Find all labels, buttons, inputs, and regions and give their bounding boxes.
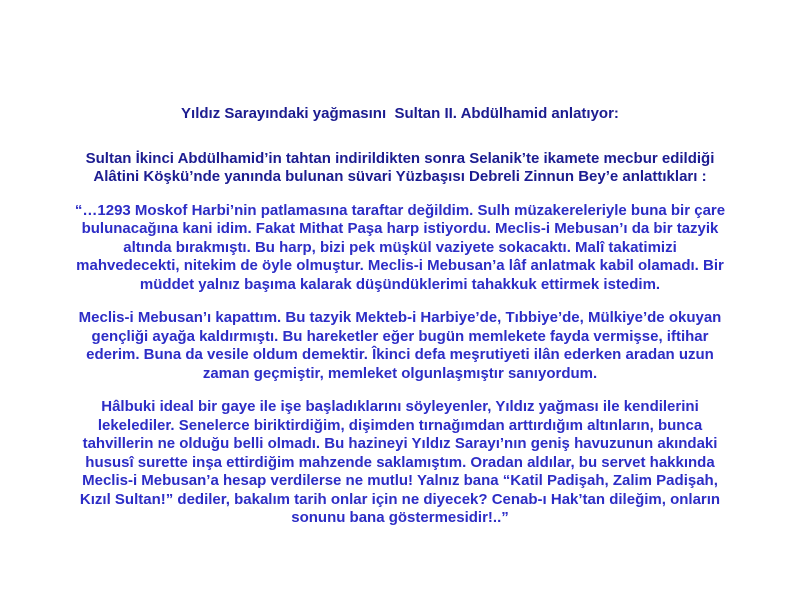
text-line: “…1293 Moskof Harbi’nin patlamasına taraftar değildim. Sulh müzakereleriyle buna bir çare (74, 201, 726, 219)
text-line: lekelediler. Senelerce biriktirdiğim, dişimden tırnağımdan arttırdığım altınların, bunca (97, 416, 703, 434)
quote-paragraph (0, 309, 800, 383)
text-line: Kızıl Sultan!” dediler, bakalım tarih onlar için ne diyecek? Cenab-ı Hak’tan dileğim, onların (79, 490, 721, 508)
text-line: Hâlbuki ideal bir gaye ile işe başladıklarını söyleyenler, Yıldız yağması ile kendilerini (101, 398, 699, 415)
text-line: gençliği ayağa kaldırmıştı. Bu hareketler eğer bugün memlekete fayda vermişse, iftihar (91, 327, 709, 345)
text-line: Meclis-i Mebusan’ı kapattım. Bu tazyik Mekteb-i Harbiye’de, Tıbbiye’de, Mülkiye’de okuyan (78, 309, 722, 326)
text-line: altında bırakmıştı. Bu harp, bizi pek müşkül vaziyete sokacaktı. Malî takatimizi (123, 238, 677, 256)
text-line: tahvillerin ne olduğu belli olmadı. Bu hazineyi Yıldız Sarayı’nın geniş havuzunun akındaki (82, 435, 718, 452)
quote-paragraph (0, 202, 800, 295)
text-line: zaman geçmiştir, memleket olgunlaşmıştır sanıyordum. (202, 364, 598, 382)
text-line: sonunu bana göstermesidir!..” (291, 509, 509, 526)
text-line: Alâtini Köşkü’nde yanında bulunan süvari Yüzbaşısı Debreli Zinnun Bey’e anlattıkları : (93, 168, 707, 185)
text-line: mahvedecekti, nitekim de öyle olmuştur. Meclis-i Mebusan’a lâf anlatmak kabil olamadı. Bir (76, 257, 724, 274)
text-line: Sultan İkinci Abdülhamid’in tahtan indirildikten sonra Selanik’te ikamete mecbur edildiği (85, 149, 715, 167)
text-line: ederim. Buna da vesile oldum demektir. Îkinci defa meşrutiyeti ilân ederken aradan uzun (86, 346, 714, 363)
intro-paragraph (0, 150, 800, 187)
text-line: bulunacağına kani idim. Fakat Mithat Paşa harp istiyordu. Meclis-i Mebusan’ı da bir tazyik (81, 220, 719, 237)
text-line: Meclis-i Mebusan’a hesap verdilerse ne mutlu! Yalnız bana “Katil Padişah, Zalim Padişah, (82, 472, 718, 489)
quote-paragraph (0, 398, 800, 528)
page-title: Yıldız Sarayındaki yağmasını Sultan II. Abdülhamid anlatıyor: (181, 105, 619, 122)
text-line: müddet yalnız başıma kalarak düşündüklerimi tahakkuk ettirmek istedim. (139, 275, 661, 293)
quote-paragraphs (0, 202, 800, 528)
text-line: hususî surette inşa ettirdiğim mahzende saklamıştım. Oradan aldılar, bu servet hakkında (85, 453, 715, 471)
